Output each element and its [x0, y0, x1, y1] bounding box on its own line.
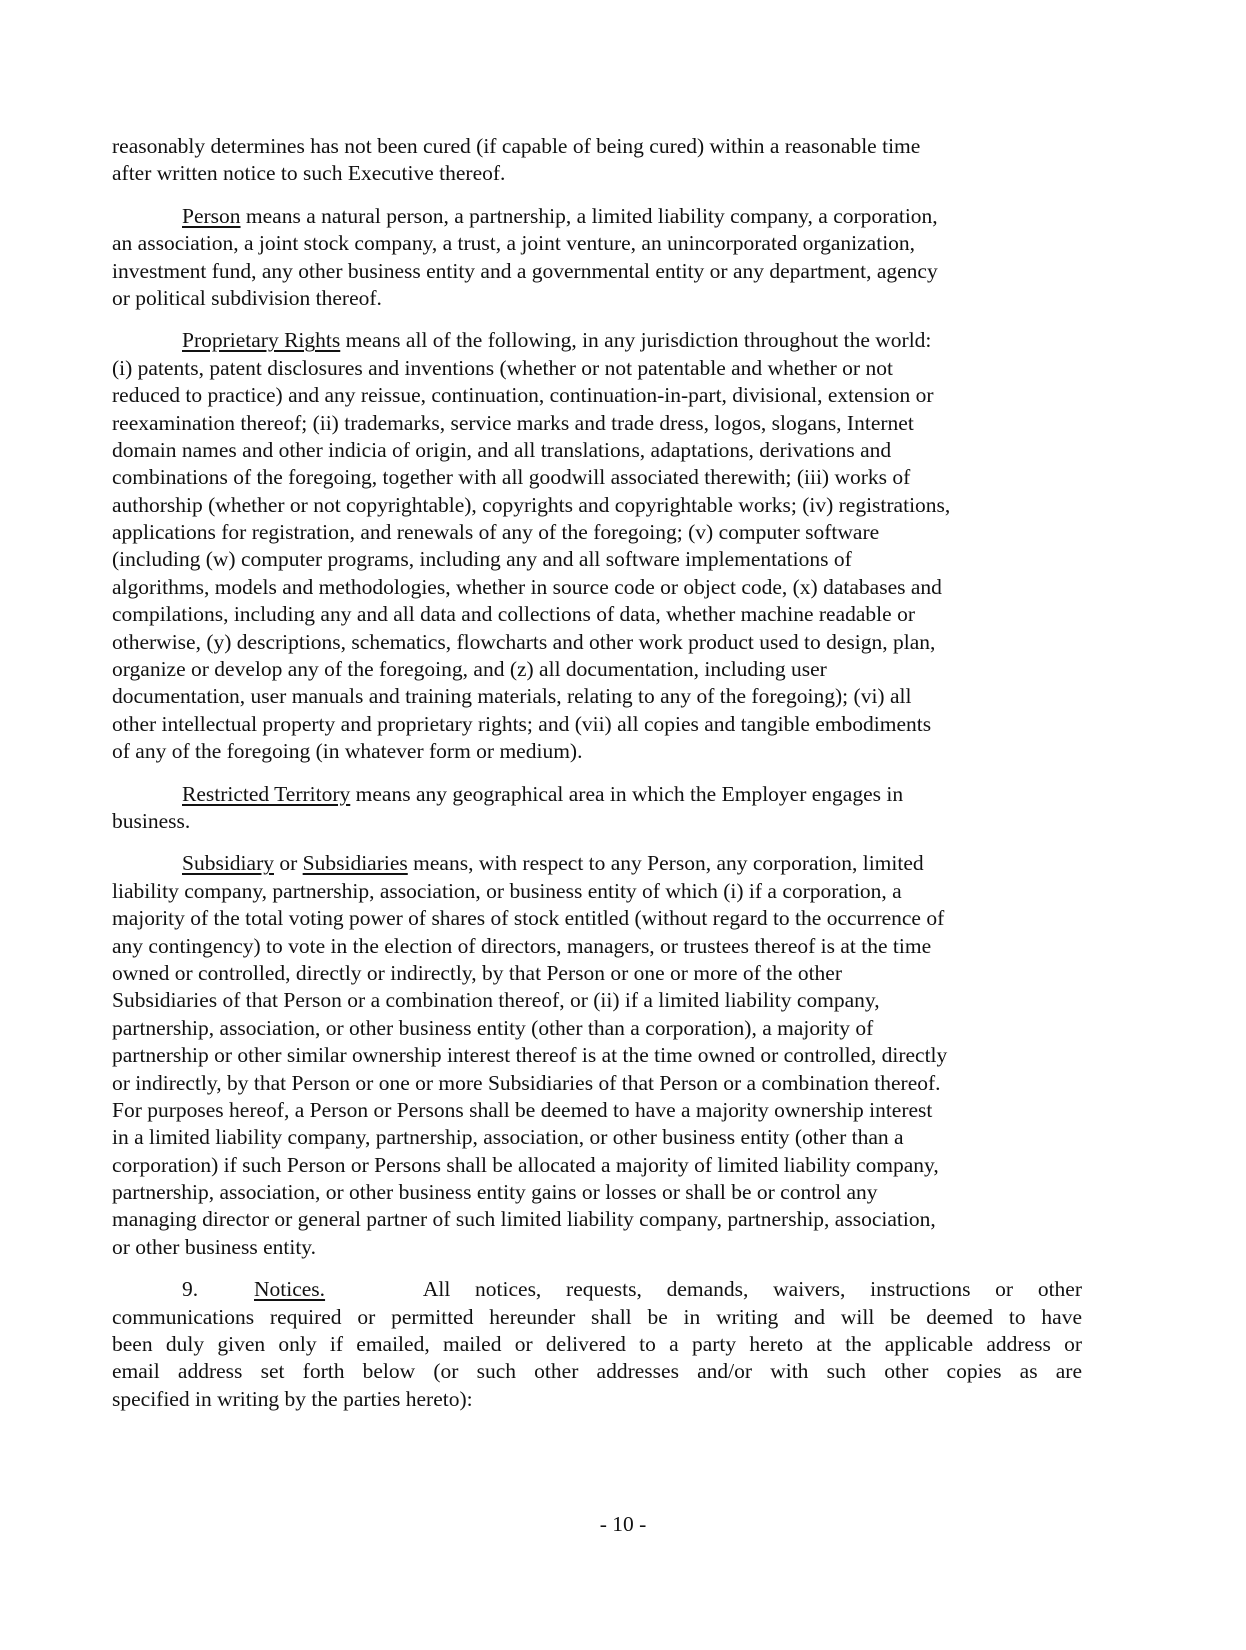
paragraph-cured-continuation	[112, 133, 1082, 188]
section-heading-line	[112, 1276, 1082, 1303]
definition-subsidiary	[112, 850, 1082, 1261]
text-line: reduced to practice) and any reissue, continuation, continuation-in-part, divisional, extension or	[112, 383, 934, 408]
text-line: any contingency) to vote in the election of directors, managers, or trustees thereof is at the time	[112, 933, 932, 958]
text-line	[112, 850, 1082, 877]
definition-text: means a natural person, a partnership, a limited liability company, a corporation,	[240, 203, 938, 228]
text-line: applications for registration, and renewals of any of the foregoing; (v) computer software	[112, 520, 880, 545]
defined-term: Subsidiaries	[302, 851, 408, 876]
definition-text: means any geographical area in which the Employer engages in	[350, 781, 904, 806]
text-line: documentation, user manuals and training materials, relating to any of the foregoing); (vi) all	[112, 684, 912, 709]
text-line: (i) patents, patent disclosures and inventions (whether or not patentable and whether or not	[112, 355, 893, 380]
text-line: majority of the total voting power of shares of stock entitled (without regard to the occurrence of	[112, 906, 945, 931]
text-line: investment fund, any other business entity and a governmental entity or any department, agency	[112, 258, 938, 283]
text-line: authorship (whether or not copyrightable), copyrights and copyrightable works; (iv) registrations,	[112, 492, 951, 517]
section-heading: Notices.	[254, 1277, 326, 1302]
page-number: - 10 -	[599, 1512, 647, 1536]
text-line: partnership or other similar ownership interest thereof is at the time owned or controlled, directly	[112, 1043, 948, 1068]
text-line: been duly given only if emailed, mailed or delivered to a party hereto at the applicable address or	[112, 1332, 1082, 1357]
text-line: reexamination thereof; (ii) trademarks, service marks and trade dress, logos, slogans, Internet	[112, 410, 914, 435]
text-line: or other business entity.	[112, 1234, 317, 1259]
text-line: communications required or permitted hereunder shall be in writing and will be deemed to have	[112, 1304, 1082, 1329]
definition-text: means, with respect to any Person, any corporation, limited	[407, 851, 924, 876]
text-line: after written notice to such Executive thereof.	[112, 161, 506, 186]
text-line: organize or develop any of the foregoing, and (z) all documentation, including user	[112, 657, 827, 682]
document-page	[112, 133, 1082, 1428]
text-line: or indirectly, by that Person or one or more Subsidiaries of that Person or a combination thereof.	[112, 1070, 941, 1095]
text-line: (including (w) computer programs, including any and all software implementations of	[112, 547, 852, 572]
text-line: otherwise, (y) descriptions, schematics, flowcharts and other work product used to design, plan,	[112, 629, 936, 654]
text-line: liability company, partnership, association, or business entity of which (i) if a corporation, a	[112, 878, 902, 903]
text-line: email address set forth below (or such other addresses and/or with such other copies as are	[112, 1359, 1082, 1384]
text-line: business.	[112, 808, 191, 833]
connector-text: or	[273, 851, 303, 876]
text-line: algorithms, models and methodologies, whether in source code or object code, (x) databases and	[112, 574, 942, 599]
text-line: reasonably determines has not been cured (if capable of being cured) within a reasonable time	[112, 134, 921, 158]
text-line	[112, 781, 1082, 808]
defined-term: Subsidiary	[182, 851, 274, 876]
text-line	[112, 203, 1082, 230]
text-line: corporation) if such Person or Persons shall be allocated a majority of limited liability company,	[112, 1152, 939, 1177]
text-line: other intellectual property and proprietary rights; and (vii) all copies and tangible embodiments	[112, 711, 932, 736]
section-9-notices	[112, 1276, 1082, 1413]
text-line: owned or controlled, directly or indirectly, by that Person or one or more of the other	[112, 960, 842, 985]
text-line: For purposes hereof, a Person or Persons shall be deemed to have a majority ownership interest	[112, 1097, 933, 1122]
section-first-line	[254, 1276, 1082, 1303]
defined-term: Proprietary Rights	[182, 328, 341, 353]
text-line: partnership, association, or other business entity gains or losses or shall be or control any	[112, 1180, 878, 1205]
text-line: an association, a joint stock company, a trust, a joint venture, an unincorporated organization,	[112, 231, 916, 256]
definition-proprietary-rights	[112, 327, 1082, 765]
defined-term: Person	[182, 203, 241, 228]
definition-restricted-territory	[112, 781, 1082, 836]
text-line: specified in writing by the parties hereto):	[112, 1386, 473, 1411]
text-line: compilations, including any and all data and collections of data, whether machine readable or	[112, 602, 915, 627]
text-line: in a limited liability company, partnership, association, or other business entity (other than a	[112, 1125, 904, 1150]
text-line: or political subdivision thereof.	[112, 285, 382, 310]
text-line: managing director or general partner of such limited liability company, partnership, association,	[112, 1207, 936, 1232]
defined-term: Restricted Territory	[182, 781, 351, 806]
section-number: 9.	[182, 1277, 199, 1302]
text-line: of any of the foregoing (in whatever form or medium).	[112, 739, 583, 764]
definition-text: means all of the following, in any jurisdiction throughout the world:	[340, 328, 932, 353]
text-line	[112, 327, 1082, 354]
text-line: combinations of the foregoing, together with all goodwill associated therewith; (iii) works of	[112, 465, 911, 490]
text-line: partnership, association, or other business entity (other than a corporation), a majority of	[112, 1015, 874, 1040]
section-text: All notices, requests, demands, waivers, instructions or other	[422, 1277, 1082, 1302]
definition-person	[112, 203, 1082, 313]
text-line: domain names and other indicia of origin, and all translations, adaptations, derivations and	[112, 437, 892, 462]
text-line: Subsidiaries of that Person or a combination thereof, or (ii) if a limited liability company,	[112, 988, 880, 1013]
